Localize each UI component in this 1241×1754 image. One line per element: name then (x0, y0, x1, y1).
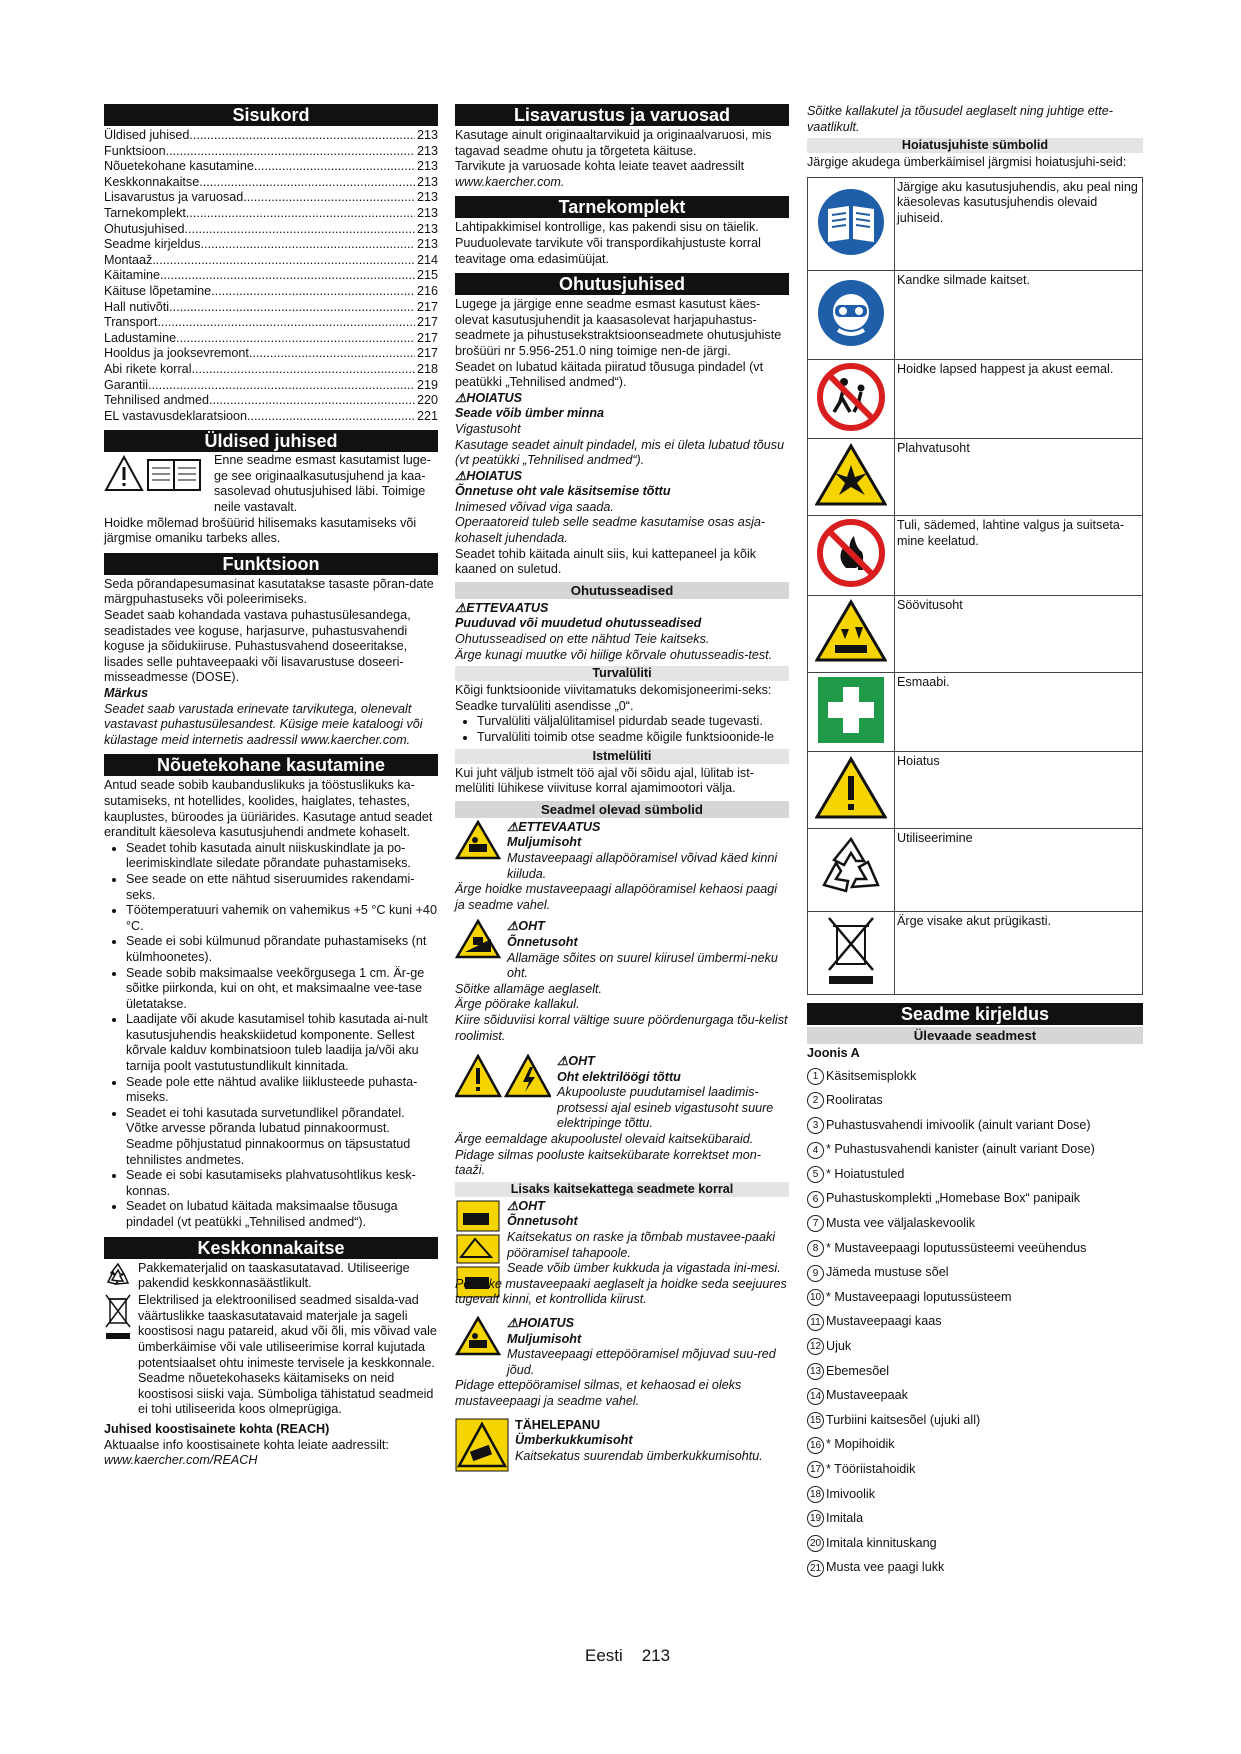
toc-leader (192, 362, 415, 378)
cover-1-label: ⚠OHT (507, 1198, 545, 1213)
toc-leader (254, 159, 415, 175)
toc-item[interactable] (104, 159, 438, 175)
part-number: 2 (807, 1092, 824, 1109)
toc-item-title: Hall nutivõti (104, 299, 170, 314)
part-label: Mustaveepaak (826, 1388, 908, 1403)
part-label: * Hoiatustuled (826, 1166, 905, 1181)
table-of-contents (104, 128, 438, 424)
slope-hazard-icon (455, 919, 501, 981)
page-footer (585, 1648, 670, 1664)
figure-label: Joonis A (807, 1046, 860, 1061)
symbol-icon-cell (808, 672, 895, 751)
part-item (807, 1310, 1143, 1335)
part-label: Puhastusvahendi imivoolik (ainult variant Dose) (826, 1117, 1091, 1132)
recycle-icon (104, 1261, 132, 1294)
symbol-icon-cell (808, 439, 895, 516)
symbol-icon-cell (808, 912, 895, 995)
tipping-hazard-icon (455, 1418, 509, 1477)
page-number: 213 (641, 1646, 671, 1665)
toc-item-title: Üldised juhised (104, 128, 190, 142)
symbol-text: Hoidke lapsed happest ja akust eemal. (895, 359, 1143, 438)
toc-item-title: Abi rikete korral (104, 361, 192, 376)
symbol-row (808, 912, 1143, 995)
toc-item-page: 213 (416, 237, 438, 252)
part-item (807, 1187, 1143, 1212)
part-item (807, 1556, 1143, 1581)
weee-bin-icon (823, 977, 879, 991)
part-item (807, 1335, 1143, 1360)
seat-switch-text: Kui juht väljub istmelt töö ajal või sõidu ajal, lülitab ist-melüliti lühikese viivituse korral ajamimootori välja. (455, 765, 754, 796)
footer-language: Eesti (585, 1646, 623, 1665)
symbol-1-label: ⚠ETTEVAATUS (507, 819, 601, 834)
part-item (807, 1408, 1143, 1433)
symbol-3-label: ⚠OHT (557, 1054, 595, 1069)
part-number: 17 (807, 1461, 824, 1478)
toc-item-page: 216 (416, 283, 438, 298)
cover-2-text: Mustaveepaagi ettepööramisel mõjuvad suu-red jõud. (507, 1347, 776, 1377)
part-number: 1 (807, 1068, 824, 1085)
recycle-icon (816, 890, 886, 904)
proper-use-item: • Seade ei sobi külmunud põrandate puhastamiseks (nt külmhoonetes). (126, 934, 438, 965)
accessories-text-1: Kasutage ainult originaaltarvikuid ja originaalvaruosi, mis tagavad seadme ohutu ja tõrgeteta käituse. (455, 128, 772, 158)
toc-leader (148, 378, 415, 394)
environment-title: Keskkonnakaitse (104, 1237, 438, 1259)
part-number: 19 (807, 1510, 824, 1527)
manual-icon (816, 246, 886, 260)
warning-manual-icon (104, 454, 208, 497)
reach-text: Aktuaalse info koostisainete kohta leiate aadressilt: (104, 1437, 389, 1452)
toc-item-page: 213 (416, 190, 438, 205)
column-left (104, 104, 438, 1469)
symbol-3-text: Akupooluste puudutamisel laadimis-protsessi ajal esineb vigastusoht suure elektripinge tõttu. (557, 1085, 774, 1131)
toc-item-title: Transport (104, 315, 158, 330)
toc-leader (211, 284, 415, 300)
toc-leader (157, 315, 415, 331)
part-item (807, 1113, 1143, 1138)
part-item (807, 1359, 1143, 1384)
symbol-row (808, 359, 1143, 438)
toc-item-title: Käitamine (104, 268, 161, 283)
toc-leader (152, 253, 415, 269)
symbol-text: Kandke silmade kaitset. (895, 270, 1143, 359)
part-item (807, 1458, 1143, 1483)
symbol-row (808, 177, 1143, 270)
crush-hazard-icon (455, 820, 501, 882)
warning-icon (815, 809, 887, 823)
part-number: 14 (807, 1388, 824, 1405)
part-item (807, 1531, 1143, 1556)
toc-leader (249, 346, 415, 362)
warning-2-label: ⚠HOIATUS (455, 468, 523, 483)
part-label: Musta vee väljalaskevoolik (826, 1216, 976, 1231)
part-number: 4 (807, 1142, 824, 1159)
proper-use-item: • See seade on ette nähtud siseruumides rakendami-seks. (126, 872, 438, 903)
toc-item[interactable] (104, 284, 438, 300)
cover-crush-block (455, 1316, 789, 1378)
toc-item-title: Garantii (104, 377, 149, 392)
parts-list (807, 1064, 1143, 1580)
toc-item-page: 214 (416, 252, 438, 267)
toc-item[interactable] (104, 331, 438, 347)
toc-item-page: 213 (416, 205, 438, 220)
battery-symbols-intro: Järgige akudega ümberkäimisel järgmisi hoiatusjuhi-seid: (807, 155, 1127, 170)
part-item (807, 1482, 1143, 1507)
part-item (807, 1162, 1143, 1187)
proper-use-item: • Laadijate või akude kasutamisel tohib kasutada ai-nult kasutusjuhendis heakskiidetud komponente. Sellest kõrvale kalduv kombinatsioon tuleb laadija ja/või aku tarnija poolt vastutustundlikult kinnitada. (126, 1012, 438, 1074)
part-label: Jämeda mustuse sõel (826, 1265, 949, 1280)
safety-switch-list (455, 714, 789, 745)
toc-item-page: 218 (416, 361, 438, 376)
proper-use-item: • Töötemperatuuri vahemik on vahemikus +5 °C kuni +40 °C. (126, 903, 438, 934)
function-note: Seadet saab varustada erinevate tarvikutega, olenevalt vastavast puhastusülesandest. Küsige meie kataloogi või külastage meid internetis aadressil www.kaercher.com. (104, 701, 423, 747)
toc-item-title: Funktsioon (104, 143, 166, 158)
general-text-1: Enne seadme esmast kasutamist luge-ge see originaalkasutusjuhend ja kaa-sasolevad ohutusjuhised läbi. Toimige neile vastavalt. (214, 453, 431, 515)
safety-switch-item: • Turvalüliti väljalülitamisel pidurdab seade tugevasti. (477, 714, 789, 730)
device-description-title: Seadme kirjeldus (807, 1003, 1143, 1025)
part-item (807, 1433, 1143, 1458)
toc-item-title: Montaaž (104, 252, 153, 267)
battery-symbol-table (807, 177, 1143, 996)
symbol-1-text: Mustaveepaagi allapööramisel võivad käed kinni kiiluda. (507, 850, 778, 881)
toc-item[interactable] (104, 237, 438, 253)
part-label: * Mustaveepaagi loputussüsteem (826, 1289, 1012, 1304)
toc-item-page: 213 (416, 128, 438, 142)
warning-1-sub: Vigastusoht (455, 421, 521, 436)
safety-switch-title: Turvalüliti (455, 666, 789, 681)
toc-leader (243, 190, 415, 206)
toc-item-page: 221 (416, 408, 438, 423)
reach-url[interactable]: www.kaercher.com/REACH (104, 1453, 258, 1468)
reach-title: Juhised koostisainete kohta (REACH) (104, 1421, 330, 1436)
part-label: Mustaveepaagi kaas (826, 1314, 942, 1329)
symbol-icon-cell (808, 177, 895, 270)
symbol-3-text-3: Pidage silmas pooluste kaitsekübarate korrektset mon-taaži. (455, 1147, 761, 1178)
part-item (807, 1384, 1143, 1409)
safety-text-2: Seadet on lubatud käitada piiratud tõusuga pindadel (vt peatükki „Tehnilised andmed“). (455, 359, 764, 390)
symbol-text: Järgige aku kasutusjuhendis, aku peal ning käesolevas kasutusjuhendis olevaid juhiseid. (895, 177, 1143, 270)
safety-devices-title: Ohutusseadised (455, 582, 789, 599)
toc-item-title: Käituse lõpetamine (104, 283, 212, 298)
part-number: 10 (807, 1289, 824, 1306)
cover-3-label: TÄHELEPANU (515, 1417, 601, 1432)
part-item (807, 1212, 1143, 1237)
symbol-3-title: Oht elektrilöögi tõttu (557, 1069, 681, 1084)
safety-switch-text: Kõigi funktsioonide viivitamatuks dekomisjoneerimi-seks: Seadke turvalüliti asendisse „0“. (455, 683, 772, 713)
part-item (807, 1089, 1143, 1114)
caution-title: Puuduvad või muudetud ohutusseadised (455, 616, 702, 631)
part-label: Imitala kinnituskang (826, 1535, 937, 1550)
toc-leader (199, 175, 415, 191)
toc-item-page: 217 (416, 299, 438, 314)
toc-leader (247, 409, 415, 425)
cover-3-title: Ümberkukkumisoht (515, 1433, 633, 1448)
symbol-row (808, 595, 1143, 672)
toc-item-title: Lisavarustus ja varuosad (104, 190, 244, 205)
general-title: Üldised juhised (104, 430, 438, 452)
symbol-row (808, 439, 1143, 516)
function-note-label: Märkus (104, 686, 149, 700)
part-number: 16 (807, 1437, 824, 1454)
part-number: 18 (807, 1486, 824, 1503)
toc-leader (185, 222, 415, 238)
part-item (807, 1261, 1143, 1286)
cover-2-label: ⚠HOIATUS (507, 1316, 575, 1330)
safety-title: Ohutusjuhised (455, 273, 789, 295)
toc-item[interactable] (104, 300, 438, 316)
environment-packaging (104, 1261, 438, 1294)
delivery-text: Lahtipakkimisel kontrollige, kas pakendi sisu on täielik. Puuduolevate tarvikute või transpordikahjustuste korral teavitage oma edasimüüjat. (455, 220, 761, 266)
warning-1-text: Kasutage seadet ainult pindadel, mis ei ületa lubatud tõusu (vt peatükki „Tehnilised andmed“). (455, 437, 785, 468)
symbol-icon-cell (808, 270, 895, 359)
accessories-text-2: Tarvikute ja varuosade kohta leiate teavet aadressilt (455, 159, 745, 174)
proper-use-list (104, 841, 438, 1231)
crush-hazard-icon-2 (455, 1316, 501, 1378)
toc-item-title: Keskkonnakaitse (104, 174, 200, 189)
cover-1-text: Kaitsekatus on raske ja tõmbab mustavee-paaki pööramisel tahapoole. (507, 1230, 776, 1260)
toc-item-page: 220 (416, 393, 438, 408)
toc-item-page: 213 (416, 159, 438, 174)
symbol-2-label: ⚠OHT (507, 919, 545, 934)
accessories-title: Lisavarustus ja varuosad (455, 104, 789, 126)
proper-use-item: • Seade pole ette nähtud avalike liiklusteede puhasta-miseks. (126, 1075, 438, 1106)
symbol-row (808, 516, 1143, 595)
cover-title: Lisaks kaitsekattega seadmete korral (455, 1182, 789, 1197)
warning-2-title: Õnnetuse oht vale käsitsemise tõttu (455, 484, 671, 499)
part-label: Rooliratas (826, 1093, 883, 1108)
toc-item-page: 219 (416, 377, 438, 392)
cover-1-text-3: Pöörake mustaveepaaki aeglaselt ja hoidke seda seejuures tugevalt kinni, et kontrollida kiirust. (455, 1276, 787, 1307)
part-item (807, 1138, 1143, 1163)
symbol-icon-cell (808, 595, 895, 672)
part-label: * Puhastusvahendi kanister (ainult variant Dose) (826, 1142, 1095, 1157)
part-number: 3 (807, 1117, 824, 1134)
proper-use-title: Nõuetekohane kasutamine (104, 754, 438, 776)
toc-title: Sisukord (104, 104, 438, 126)
toc-item-page: 213 (416, 143, 438, 158)
part-label: Käsitsemisplokk (826, 1068, 917, 1083)
safety-text-3: Seadet tohib käitada ainult siis, kui kattepaneel ja kõik kaaned on suletud. (455, 546, 757, 577)
toc-item[interactable] (104, 128, 438, 144)
toc-leader (209, 393, 415, 409)
toc-item-title: Hooldus ja jooksevremont (104, 346, 249, 361)
explosion-icon (815, 496, 887, 510)
symbol-icon-cell (808, 829, 895, 912)
symbol-2-text-3: Ärge pöörake kallakul. (455, 997, 580, 1012)
delivery-title: Tarnekomplekt (455, 196, 789, 218)
symbol-electric-block (455, 1054, 789, 1132)
symbol-icon-cell (808, 516, 895, 595)
toc-item-page: 217 (416, 346, 438, 361)
cover-tipping-block (455, 1418, 789, 1477)
toc-leader (189, 128, 415, 144)
part-number: 21 (807, 1560, 824, 1577)
symbol-text: Ärge visake akut prügikasti. (895, 912, 1143, 995)
environment-weee (104, 1293, 438, 1418)
no-fire-icon (816, 577, 886, 591)
part-number: 13 (807, 1363, 824, 1380)
environment-text-1: Pakkematerjalid on taaskasutatavad. Utiliseerige pakendid keskkonnasäästlikult. (138, 1260, 410, 1291)
toc-item-page: 217 (416, 330, 438, 345)
symbol-text: Esmaabi. (895, 672, 1143, 751)
toc-item[interactable] (104, 222, 438, 238)
device-symbols-title: Seadmel olevad sümbolid (455, 801, 789, 818)
proper-use-text: Antud seade sobib kaubanduslikuks ja tööstuslikuks ka-sutamiseks, nt hotellides, koolides, haiglates, tehastes, kauplustes, büroodes ja üüriärides. Kasutage antud seadet eranditult käesoleva kasutusjuhendi andmete kohaselt. (104, 778, 433, 840)
column-middle (455, 104, 789, 1476)
part-item (807, 1236, 1143, 1261)
symbol-1-title: Muljumisoht (507, 835, 582, 850)
symbol-2-text: Allamäge sõites on suurel kiirusel ümbermi-neku oht. (507, 950, 778, 981)
toc-item[interactable] (104, 315, 438, 331)
proper-use-item: • Seade sobib maksimaalse veekõrgusega 1 cm. Är-ge sõitke piirkonda, kui on oht, et maksimaalne vee-tase ületatakse. (126, 966, 438, 1013)
toc-leader (186, 206, 415, 222)
proper-use-item: • Seadet on lubatud käitada maksimaalse tõusuga pindadel (vt peatükki „Tehnilised andmed“). (126, 1199, 438, 1230)
toc-item-title: Seadme kirjeldus (104, 237, 201, 252)
toc-item-title: Tehnilised andmed (104, 393, 210, 408)
function-text-1: Seda põrandapesumasinat kasutatakse tasaste põran-date märgpuhastuseks või poleerimiseks. (104, 576, 434, 607)
part-label: Ujuk (826, 1339, 852, 1354)
part-label: Musta vee paagi lukk (826, 1560, 945, 1575)
cover-2-title: Muljumisoht (507, 1331, 582, 1346)
cover-3-text: Kaitsekatus suurendab ümberkukkumisohtu. (515, 1448, 763, 1463)
toc-item[interactable] (104, 190, 438, 206)
symbol-row (808, 752, 1143, 829)
part-item (807, 1064, 1143, 1089)
warning-2-text: Operaatoreid tuleb selle seadme kasutamise osas asja-kohaselt juhendada. (455, 515, 766, 546)
safety-switch-item: • Turvalüliti toimib otse seadme kõigile funktsioonide-le (477, 730, 789, 746)
goggles-icon (816, 337, 886, 351)
cover-tip-block (455, 1199, 789, 1308)
seat-switch-title: Istmelüliti (455, 749, 789, 764)
part-number: 12 (807, 1338, 824, 1355)
toc-item-title: Ohutusjuhised (104, 221, 185, 236)
battery-symbols-title: Hoiatusjuhiste sümbolid (807, 138, 1143, 153)
part-number: 11 (807, 1314, 824, 1331)
proper-use-item: • Seadet ei tohi kasutada survetundlikel põrandatel. Võtke arvesse põranda lubatud pinnakoormust. Seadme põhjustatud pinnakoormus on täpsustatud tehnilistes andmetes. (126, 1106, 438, 1168)
general-text-2: Hoidke mõlemad brošüürid hilisemaks kasutamiseks või järgmise omaniku tarbeks alles. (104, 515, 417, 546)
part-label: * Mustaveepaagi loputussüsteemi veeühendus (826, 1240, 1087, 1255)
toc-item-page: 213 (416, 221, 438, 236)
symbol-1-text-2: Ärge hoidke mustaveepaagi allapööramisel kehaosi paagi ja seadme vahel. (455, 882, 778, 912)
toc-leader (176, 331, 415, 347)
toc-item[interactable] (104, 175, 438, 191)
part-label: Imitala (826, 1511, 864, 1526)
safety-text-1: Lugege ja järgige enne seadme esmast kasutust käes-olevat kasutusjuhendit ja kaasasolevat harjapuhastus-seadmete ja pihustusekstraktsioonseadmete ohutusjuhiste brošüüri nr 5.956-251.0 ning toimige nen-de järgi. (455, 297, 782, 358)
toc-leader (201, 237, 415, 253)
toc-item[interactable] (104, 268, 438, 284)
part-label: * Tööriistahoidik (826, 1462, 916, 1476)
slope-intro: Sõitke kallakutel ja tõusudel aeglaselt ning juhtige ette-vaatlikult. (807, 104, 1113, 134)
toc-item-title: Ladustamine (104, 330, 177, 345)
part-number: 7 (807, 1215, 824, 1232)
part-number: 15 (807, 1412, 824, 1429)
part-number: 8 (807, 1240, 824, 1257)
symbol-text: Tuli, sädemed, lahtine valgus ja suitseta-mine keelatud. (895, 516, 1143, 595)
first-aid-icon (816, 734, 886, 748)
overview-title: Ülevaade seadmest (807, 1027, 1143, 1044)
toc-item[interactable] (104, 144, 438, 160)
toc-item[interactable] (104, 253, 438, 269)
toc-item-page: 215 (416, 268, 438, 283)
toc-item[interactable] (104, 346, 438, 362)
symbol-text: Utiliseerimine (895, 829, 1143, 912)
toc-leader (160, 268, 415, 284)
cover-2-text-2: Pidage ettepööramisel silmas, et kehaosad ei oleks mustaveepaagi ja seadme vahel. (455, 1378, 742, 1408)
part-label: Imivoolik (826, 1486, 875, 1501)
function-title: Funktsioon (104, 553, 438, 575)
caution-text: Ärge kunagi muutke või hiilige kõrvale ohutusseadis-test. (455, 647, 773, 662)
toc-item-page: 213 (416, 174, 438, 189)
column-right (807, 104, 1143, 1580)
toc-leader (169, 300, 415, 316)
keep-children-away-icon (816, 421, 886, 435)
symbol-text: Hoiatus (895, 752, 1143, 829)
toc-item-title: Tarnekomplekt (104, 205, 186, 220)
part-item (807, 1285, 1143, 1310)
weee-bin-icon (104, 1293, 132, 1346)
part-number: 6 (807, 1191, 824, 1208)
symbol-2-title: Õnnetusoht (507, 934, 578, 949)
proper-use-item: • Seadet tohib kasutada ainult niiskuskindlate ja po-leerimiskindlate siledate põrandate puhastamiseks. (126, 841, 438, 872)
warning-2-sub: Inimesed võivad viga saada. (455, 499, 614, 514)
toc-item-page: 217 (416, 315, 438, 330)
part-number: 5 (807, 1166, 824, 1183)
warning-1-title: Seade võib ümber minna (455, 406, 605, 421)
symbol-icon-cell (808, 752, 895, 829)
symbol-icon-cell (808, 359, 895, 438)
cover-1-text-2: Seade võib ümber kukkuda ja vigastada ini-mesi. (507, 1261, 781, 1276)
caution-sub: Ohutusseadised on ette nähtud Teie kaitseks. (455, 632, 710, 647)
toc-leader (166, 144, 415, 160)
accessories-url[interactable]: www.kaercher.com. (455, 174, 565, 189)
symbol-3-text-2: Ärge eemaldage akupoolustel olevaid kaitsekübaraid. (455, 1132, 754, 1147)
corrosive-icon (815, 652, 887, 666)
part-label: Puhastuskomplekti „Homebase Box“ panipaik (826, 1191, 1081, 1206)
environment-text-2: Elektrilised ja elektroonilised seadmed sisalda-vad väärtuslikke taaskasutatavaid materjale ja sageli koostisosi nagu patareid, akud või õli, mis võivad vale ümberkäimise või vale utiliseerimise korral kujutada potentsiaalset ohtu inimeste tervisele ja keskkonnale. Seadme nõuetekohaseks käitamiseks on neid koostisosi siiski vaja. Sümboliga tähistatud seadmeid ei tohi utiliseerida koos olmeprügiga. (138, 1293, 437, 1417)
part-number: 9 (807, 1265, 824, 1282)
general-intro (104, 454, 438, 515)
toc-item[interactable] (104, 378, 438, 394)
toc-item[interactable] (104, 409, 438, 425)
caution-label: ⚠ETTEVAATUS (455, 600, 549, 615)
part-label: * Mopihoidik (826, 1437, 895, 1452)
part-label: Ebemesõel (826, 1363, 890, 1378)
symbol-slope-block (455, 919, 789, 981)
toc-item-title: Nõuetekohane kasutamine (104, 159, 254, 174)
toc-item[interactable] (104, 362, 438, 378)
part-item (807, 1507, 1143, 1532)
symbol-2-text-4: Kiire sõiduviisi korral vältige suure pöördenurgaga tõu-kelist roolimist. (455, 1012, 788, 1043)
toc-item-title: EL vastavusdeklaratsioon (104, 408, 248, 423)
warning-1-label: ⚠HOIATUS (455, 390, 523, 405)
symbol-text: Plahvatusoht (895, 439, 1143, 516)
symbol-row (808, 672, 1143, 751)
symbol-row (808, 829, 1143, 912)
symbol-crush-block (455, 820, 789, 882)
symbol-row (808, 270, 1143, 359)
symbol-text: Söövitusoht (895, 595, 1143, 672)
electric-hazard-icons (455, 1054, 551, 1132)
symbol-2-text-2: Sõitke allamäge aeglaselt. (455, 981, 603, 996)
toc-item[interactable] (104, 393, 438, 409)
function-text-2: Seadet saab kohandada vastava puhastusülesandega, seadistades vee koguse, harjasurve, puhastusvahendi koguse ja sõidukiiruse. Puhastusvahend doseeritakse, lisades selle puhtaveepaaki või lisavarustuse doseeri-misseadmesse (DOSE). (104, 608, 411, 685)
cover-1-title: Õnnetusoht (507, 1214, 578, 1229)
part-label: Turbiini kaitsesõel (ujuki all) (826, 1412, 981, 1427)
proper-use-item: • Seade ei sobi kasutamiseks plahvatusohtlikus kesk-konnas. (126, 1168, 438, 1199)
part-number: 20 (807, 1535, 824, 1552)
toc-item[interactable] (104, 206, 438, 222)
